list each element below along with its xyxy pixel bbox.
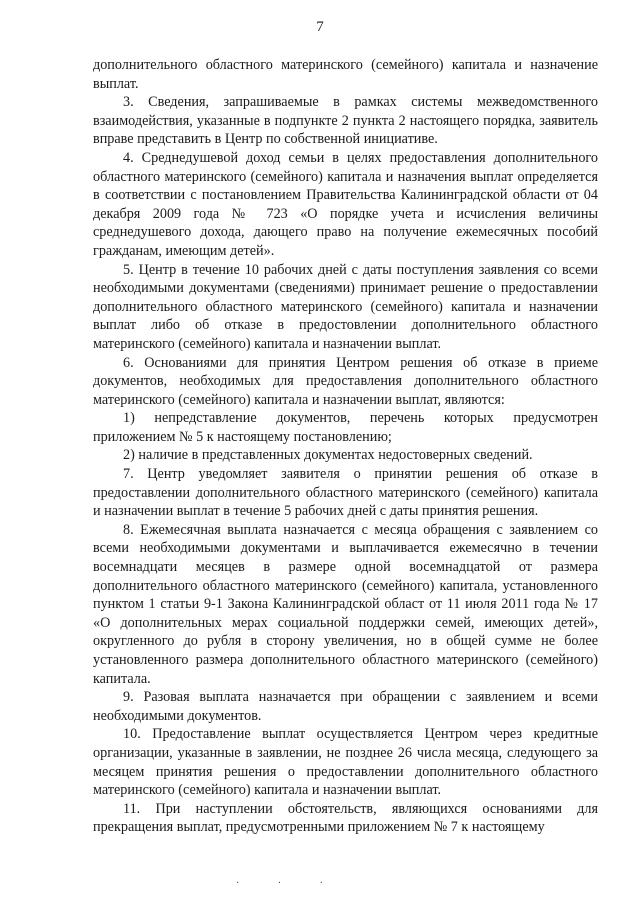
paragraph-6-item-1: 1) непредставление документов, перечень которых предусмотрен приложением № 5 к настоящему постановлению;	[93, 410, 598, 445]
page-number: 7	[316, 19, 324, 35]
paragraph-6: 6. Основаниями для принятия Центром решения об отказе в приеме документов, необходимых для предоставления дополнительного областного материнского (семейного) капитала и назначении выплат, являются:	[93, 354, 598, 408]
paragraph-10: 10. Предоставление выплат осуществляется Центром через кредитные организации, указанные в заявлении, не позднее 26 числа месяца, следующего за месяцем принятия решения о предоставлении дополнительного областного материнского (семейного) капитала и назначении выплат.	[93, 726, 598, 799]
paragraph-3: 3. Сведения, запрашиваемые в рамках системы межведомственного взаимодействия, указанные в подпункте 2 пункта 2 настоящего порядка, заявитель вправе представить в Центр по собственной инициативе.	[93, 94, 598, 148]
paragraph-4: 4. Среднедушевой доход семьи в целях предоставления дополнительного областного материнского (семейного) капитала и назначения выплат определяется в соответствии с постановлением Правительства Калининградской области от 04 декабря 2009 года № 723 «О порядке учета и исчисления величины среднедушевого дохода, дающего право на получение ежемесячных пособий гражданам, имеющим детей».	[93, 149, 598, 259]
paragraph-11: 11. При наступлении обстоятельств, являющихся основаниями для прекращения выплат, предусмотренными приложением № 7 к настоящему	[93, 800, 598, 836]
paragraph-continuation: дополнительного областного материнского (семейного) капитала и назначение выплат.	[93, 57, 598, 92]
document-body	[93, 56, 598, 837]
paragraph-8: 8. Ежемесячная выплата назначается с месяца обращения с заявлением со всеми необходимыми документами и выплачивается ежемесячно в течении восемнадцати месяцев в размере одной восемнадцатой от размера дополнительного областного материнского (семейного) капитала, установленного пунктом 1 статьи 9-1 Закона Калининградской област от 11 июля 2011 года № 17 «О дополнительных мерах социальной поддержки семей, имеющих детей», округленного до рубля в сторону увеличения, но в общей сумме не более установленного размера дополнительного областного материнского (семейного) капитала.	[93, 521, 598, 687]
scan-artifact-marks: · · ·	[236, 878, 341, 889]
paragraph-5: 5. Центр в течение 10 рабочих дней с даты поступления заявления со всеми необходимыми документами (сведениями) принимает решение о предоставлении дополнительного областного материнского (семейного) капитала и назначении выплат либо об отказе в предостовлении дополнительного областного материнского (семейного) капитала и назначении выплат.	[93, 261, 598, 352]
paragraph-7: 7. Центр уведомляет заявителя о принятии решения об отказе в предоставлении дополнительного областного материнского (семейного) капитала и назначении выплат в течение 5 рабочих дней с даты принятия решения.	[93, 466, 598, 520]
paragraph-6-item-2: 2) наличие в представленных документах недостоверных сведений.	[123, 447, 533, 464]
paragraph-9: 9. Разовая выплата назначается при обращении с заявлением и всеми необходимыми документов.	[93, 689, 598, 724]
